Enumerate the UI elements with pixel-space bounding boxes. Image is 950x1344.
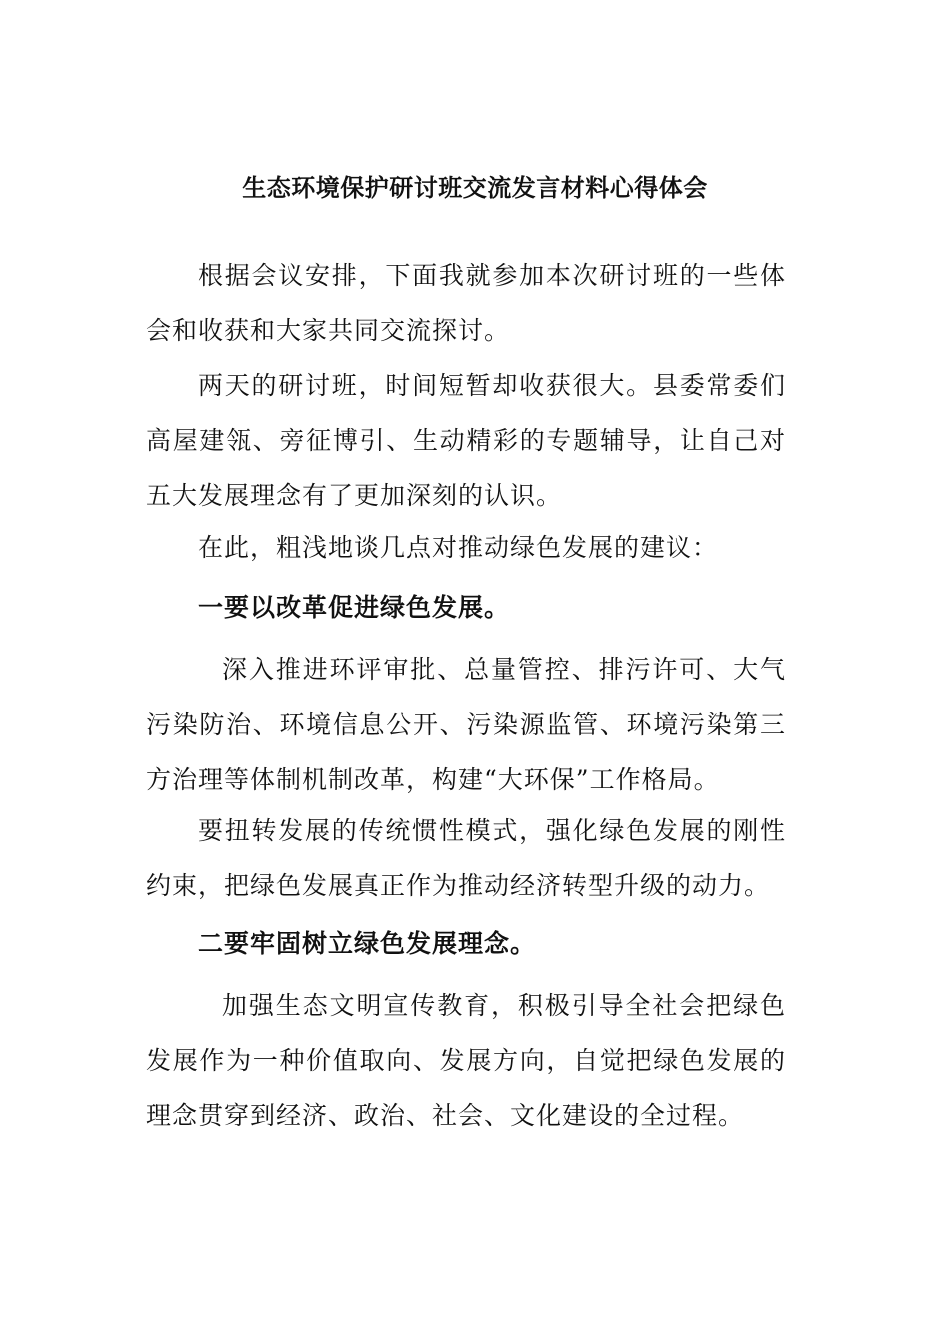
paragraph-suggestions-intro: 在此，粗浅地谈几点对推动绿色发展的建议： [198, 533, 719, 562]
paragraph-meeting-intro: 根据会议安排，下面我就参加本次研讨班的一些体会和收获和大家共同交流探讨。 [146, 261, 786, 345]
section-heading-reform: 一要以改革促进绿色发展。 [198, 593, 511, 622]
paragraph-green-constraint: 要扭转发展的传统惯性模式，强化绿色发展的刚性约束，把绿色发展真正作为推动经济转型升级的动力。 [146, 816, 786, 900]
paragraph-eco-education: 加强生态文明宣传教育，积极引导全社会把绿色发展作为一种价值取向、发展方向，自觉把绿色发展的理念贯穿到经济、政治、社会、文化建设的全过程。 [146, 991, 786, 1130]
document-title: 生态环境保护研讨班交流发言材料心得体会 [242, 174, 708, 202]
paragraph-reform-measures: 深入推进环评审批、总量管控、排污许可、大气污染防治、环境信息公开、污染源监管、环境污染第三方治理等体制机制改革，构建“大环保”工作格局。 [146, 655, 786, 794]
section-heading-green-concept: 二要牢固树立绿色发展理念。 [198, 929, 537, 958]
paragraph-seminar-gains: 两天的研讨班，时间短暂却收获很大。县委常委们高屋建瓴、旁征博引、生动精彩的专题辅导，让自己对五大发展理念有了更加深刻的认识。 [146, 371, 786, 510]
